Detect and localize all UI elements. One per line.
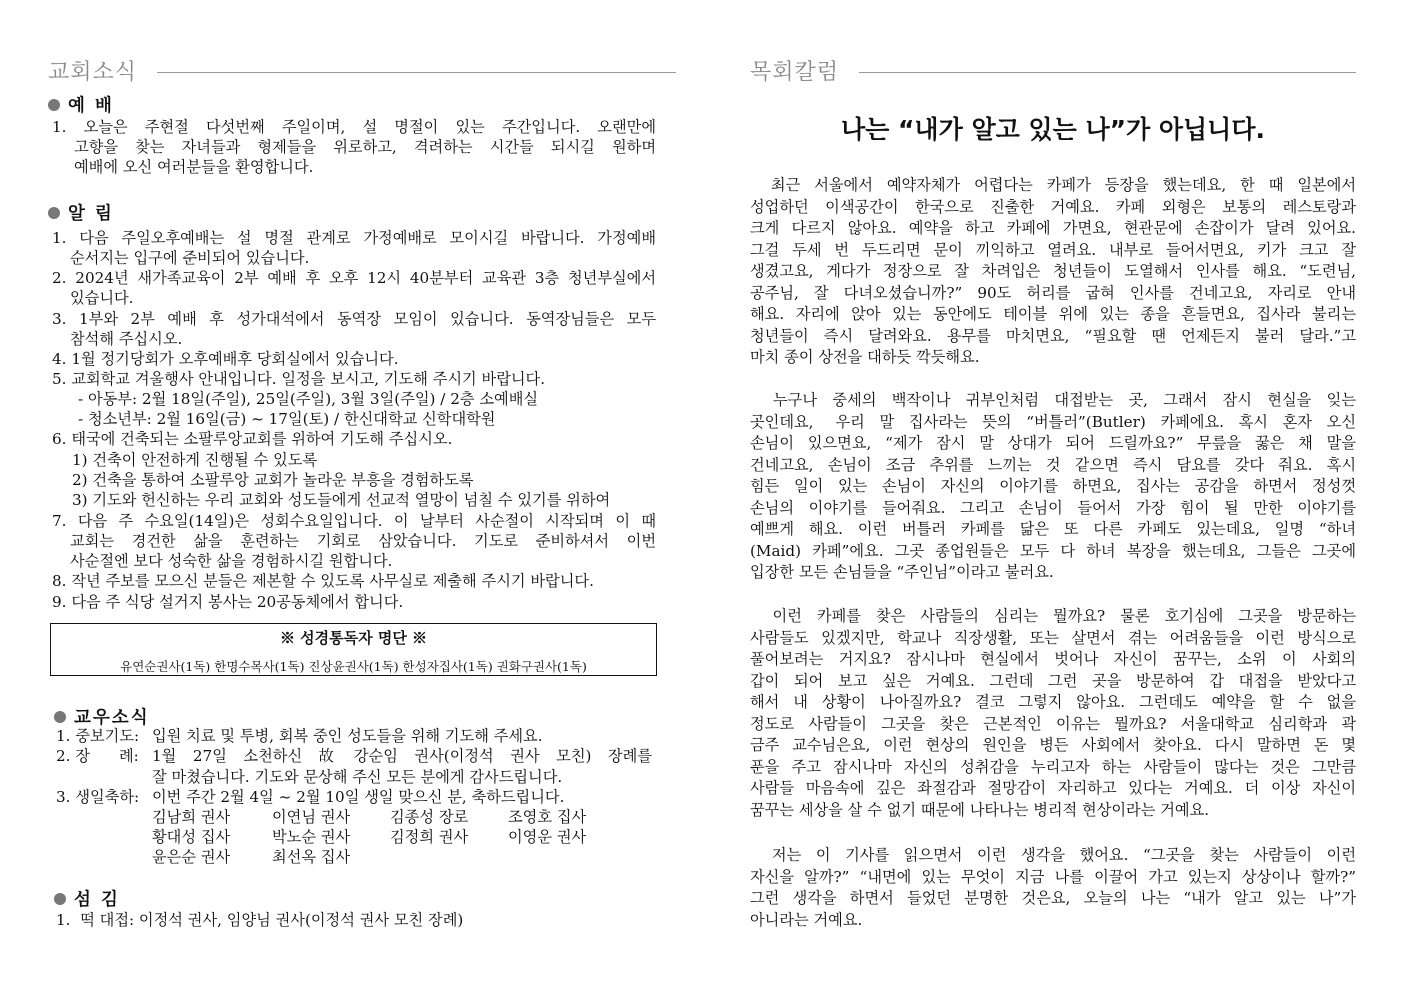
notice-line: 3) 기도와 헌신하는 우리 교회와 성도들에게 선교적 열망이 넘칠 수 있기를 위하여 (72, 491, 611, 509)
paragraph-line: 해요. 자리에 앉아 있는 동안에도 테이블 위에 있는 종을 흔들면요, 집사라 불리는 (750, 305, 1356, 323)
paragraph-line: 그런 생각을 하면서 들었던 분명한 것은요, 오늘의 나는 “내가 알고 있는 나”가 (750, 889, 1356, 907)
paragraph-line: 꿈꾸는 세상을 살 수 없기 때문에 나타나는 병리적 현상이라는 거예요. (750, 800, 1210, 819)
pastor-column-header (750, 54, 1356, 86)
paragraph-line: 아니라는 거예요. (750, 910, 863, 929)
service-line: 1. 떡 대접: 이정석 권사, 임양님 권사(이정석 권사 모친 장례) (56, 911, 464, 929)
paragraph-line: 갑이 되어 보고 싶은 거예요. 그런데 그런 곳을 방문하여 갑 대접을 받았다고 (750, 671, 1356, 690)
notice-line: 교회는 경건한 삶을 훈련하는 기회로 삼았습니다. 기도로 준비하셔서 이번 (70, 532, 656, 550)
header-rule (859, 72, 1356, 73)
members-label: 2. 장 례: (56, 747, 139, 765)
notice-line: - 아동부: 2월 18일(주일), 25일(주일), 3월 3일(주일) / 2층 소예배실 (78, 390, 539, 408)
bullet-dot-icon (54, 893, 66, 905)
paragraph-line: 청년들이 즉시 달려와요. 용무를 마치면요, “필요할 땐 언제든지 불러 달라.”고 (750, 326, 1356, 345)
notice-line: 9. 다음 주 식당 설거지 봉사는 20공동체에서 합니다. (52, 593, 404, 611)
bullet-dot-icon (48, 207, 60, 219)
notice-line: 1. 다음 주일오후예배는 설 명절 관계로 가정예배로 모이시길 바랍니다. 가정예배 (52, 229, 656, 247)
notice-line: 참석해 주십시오. (70, 330, 183, 348)
paragraph-line: 사람들 마음속에 깊은 좌절감과 절망감이 자리하고 있다는 거예요. 더 이상 자신이 (750, 779, 1356, 797)
notice-line: 1) 건축이 안전하게 진행될 수 있도록 (72, 451, 318, 469)
birthday-name: 이영운 권사 (508, 828, 587, 846)
notice-line: 2) 건축을 통하여 소팔루앙 교회가 놀라운 부흥을 경험하도록 (72, 471, 474, 489)
worship-heading (48, 92, 114, 117)
members-text: 잘 마쳤습니다. 기도와 문상해 주신 모든 분에게 감사드립니다. (152, 768, 563, 786)
paragraph-line: 최근 서울에서 예약자체가 어렵다는 카페가 등장을 했는데요, 한 때 일본에서 (750, 176, 1356, 194)
column-paragraph (750, 606, 1356, 821)
paragraph-line: (Maid) 카페”에요. 그곳 종업원들은 모두 다 하녀 복장을 했는데요, 그들은 그곳에 (750, 541, 1356, 560)
paragraph-line: 저는 이 기사를 읽으면서 이런 생각을 했어요. “그곳을 찾는 사람들이 이런 (750, 846, 1356, 864)
birthday-name: 조영호 집사 (508, 808, 587, 826)
paragraph-line: 성업하던 이색공간이 한국으로 진출한 거예요. 카페 외형은 보통의 레스토랑과 (750, 197, 1356, 216)
birthday-name: 황대성 집사 (152, 828, 231, 846)
column-title: 나는 “내가 알고 있는 나”가 아닙니다. (841, 115, 1265, 144)
paragraph-line: 해서 내 상황이 나아질까요? 결코 그렇지 않아요. 그런데도 예약을 할 수 없을 (750, 693, 1356, 711)
worship-line: 고향을 찾는 자녀들과 형제들을 위로하고, 격려하는 시간들 되시길 원하며 (74, 138, 656, 156)
notice-line: 사순절엔 보다 성숙한 삶을 경험하시길 원합니다. (70, 552, 393, 570)
bible-readers-title: ※ 성경통독자 명단 ※ (279, 629, 428, 647)
paragraph-line: 이런 카페를 찾은 사람들의 심리는 뭘까요? 물론 호기심에 그곳을 방문하는 (750, 607, 1356, 625)
members-text: 입원 치료 및 투병, 회복 중인 성도들을 위해 기도해 주세요. (152, 727, 543, 745)
members-text: 이번 주간 2월 4일 ~ 2월 10일 생일 맞으신 분, 축하드립니다. (152, 788, 565, 806)
column-paragraph (750, 845, 1356, 931)
birthday-name: 김남희 권사 (152, 808, 231, 826)
paragraph-line: 마치 종이 상전을 대하듯 깍듯해요. (750, 348, 980, 366)
paragraph-line: 사람들도 있겠지만, 학교나 직장생활, 또는 살면서 겪는 어려움들을 이런 방식으로 (750, 628, 1356, 647)
paragraph-line: 생겼고요, 게다가 정장으로 잘 차려입은 청년들이 도열해서 인사를 해요. “도련님, (750, 262, 1356, 280)
notice-line: 7. 다음 주 수요일(14일)은 성회수요일입니다. 이 날부터 사순절이 시작되며 이 때 (52, 512, 656, 530)
notice-line: 6. 태국에 건축되는 소팔루앙교회를 위하여 기도해 주십시오. (52, 430, 453, 448)
bible-readers-box (50, 623, 657, 676)
paragraph-line: 풀어보려는 거지요? 잠시나마 현실에서 벗어나 자신이 꿈꾸는, 소위 이 사회의 (750, 650, 1356, 668)
paragraph-line: 건네고요, 손님이 조금 추위를 느끼는 것 같으면 즉시 담요를 갖다 줘요. 혹시 (750, 455, 1356, 474)
bullet-dot-icon (48, 99, 60, 111)
paragraph-line: 입장한 모든 손님들을 “주인님”이라고 불러요. (750, 563, 1054, 581)
bullet-dot-icon (54, 711, 66, 723)
pastor-column-title: 목회칼럼 (750, 59, 840, 85)
paragraph-line: 누구나 중세의 백작이나 귀부인처럼 대접받는 곳, 그래서 잠시 현실을 잊는 (750, 391, 1356, 409)
service-heading-text: 섬 김 (74, 890, 120, 910)
birthday-name: 윤은순 권사 (152, 848, 231, 866)
worship-heading-text: 예 배 (68, 96, 114, 116)
members-text: 1월 27일 소천하신 故 강순임 권사(이정석 권사 모친) 장례를 (152, 747, 652, 765)
church-news-header (48, 54, 676, 86)
birthday-name: 김정희 권사 (390, 828, 469, 846)
paragraph-line: 예쁘게 해요. 이런 버틀러 카페를 닮은 또 다른 카페도 있는데요, 일명 “하녀 (750, 520, 1356, 538)
notice-line: 3. 1부와 2부 예배 후 성가대석에서 동역장 모임이 있습니다. 동역장님들은 모두 (52, 310, 656, 328)
members-label: 3. 생일축하: (56, 788, 140, 806)
paragraph-line: 곳인데요, 우리 말 집사라는 뜻의 “버틀러”(Butler) 카페에요. 혹시 혼자 오신 (750, 412, 1356, 431)
members-label: 1. 중보기도: (56, 727, 140, 745)
column-paragraph (750, 175, 1356, 369)
paragraph-line: 정도로 사람들이 그곳을 찾은 근본적인 이유는 뭘까요? 서울대학교 심리학과 곽 (750, 714, 1356, 733)
paragraph-line: 푼을 주고 잠시나마 자신의 성취감을 누리고자 하는 사람들이 많다는 것은 그만큼 (750, 757, 1356, 776)
paragraph-line: 자신을 알까?” “내면에 있는 무엇이 지금 나를 이끌어 가고 있는지 상상이나 할까?” (750, 867, 1356, 886)
notice-line: - 청소년부: 2월 16일(금) ~ 17일(토) / 한신대학교 신학대학원 (78, 410, 496, 428)
birthday-name: 이연님 권사 (272, 808, 351, 826)
notice-line: 5. 교회학교 겨울행사 안내입니다. 일정을 보시고, 기도해 주시기 바랍니다. (52, 370, 546, 388)
birthday-name: 김종성 장로 (390, 808, 469, 826)
column-paragraph (750, 390, 1356, 584)
service-heading (54, 886, 120, 911)
worship-line: 1. 오늘은 주현절 다섯번째 주일이며, 설 명절이 있는 주간입니다. 오랜만에 (52, 118, 656, 136)
notice-line: 2. 2024년 새가족교육이 2부 예배 후 오후 12시 40분부터 교육관 3층 청년부실에서 (52, 269, 656, 287)
paragraph-line: 공주님, 잘 다녀오셨습니까?” 90도 허리를 굽혀 인사를 건네고요, 자리로 안내 (750, 283, 1356, 302)
members-heading-text: 교우소식 (74, 708, 150, 728)
birthday-name: 박노순 권사 (272, 828, 351, 846)
paragraph-line: 크게 다르지 않아요. 예약을 하고 카페에 가면요, 현관문에 손잡이가 달려 있어요. (750, 219, 1356, 237)
worship-line: 예배에 오신 여러분들을 환영합니다. (74, 158, 314, 176)
notice-line: 있습니다. (70, 289, 134, 307)
paragraph-line: 손님의 이야기를 들어줘요. 그리고 손님이 들어서 가장 힘이 될 만한 이야기를 (750, 498, 1356, 517)
notices-heading-text: 알 림 (68, 204, 114, 224)
birthday-name: 최선옥 집사 (272, 848, 351, 866)
notice-line: 순서지는 입구에 준비되어 있습니다. (70, 249, 310, 267)
paragraph-line: 금주 교수님은요, 이런 현상의 원인을 병든 사회에서 찾아요. 다시 말하면 돈 몇 (750, 736, 1356, 754)
notice-line: 8. 작년 주보를 모으신 분들은 제본할 수 있도록 사무실로 제출해 주시기 바랍니다. (52, 572, 594, 590)
paragraph-line: 힘든 일이 있는 손님이 자신의 이야기를 하면요, 집사는 공감을 하면서 정성껏 (750, 477, 1356, 495)
header-rule (157, 72, 676, 73)
church-news-title: 교회소식 (48, 59, 138, 85)
notice-line: 4. 1월 정기당회가 오후예배후 당회실에서 있습니다. (52, 350, 399, 368)
bible-readers-names: 유연순권사(1독) 한명수목사(1독) 진상윤권사(1독) 한성자집사(1독) 권화구권사(1독) (120, 659, 587, 674)
paragraph-line: 그걸 두세 번 두드리면 문이 끼익하고 열려요. 내부로 들어서면요, 키가 크고 잘 (750, 240, 1356, 259)
notices-heading (48, 200, 114, 225)
paragraph-line: 손님이 있으면요, “제가 잠시 말 상대가 되어 드릴까요?” 무릎을 꿇은 채 말을 (750, 434, 1356, 452)
